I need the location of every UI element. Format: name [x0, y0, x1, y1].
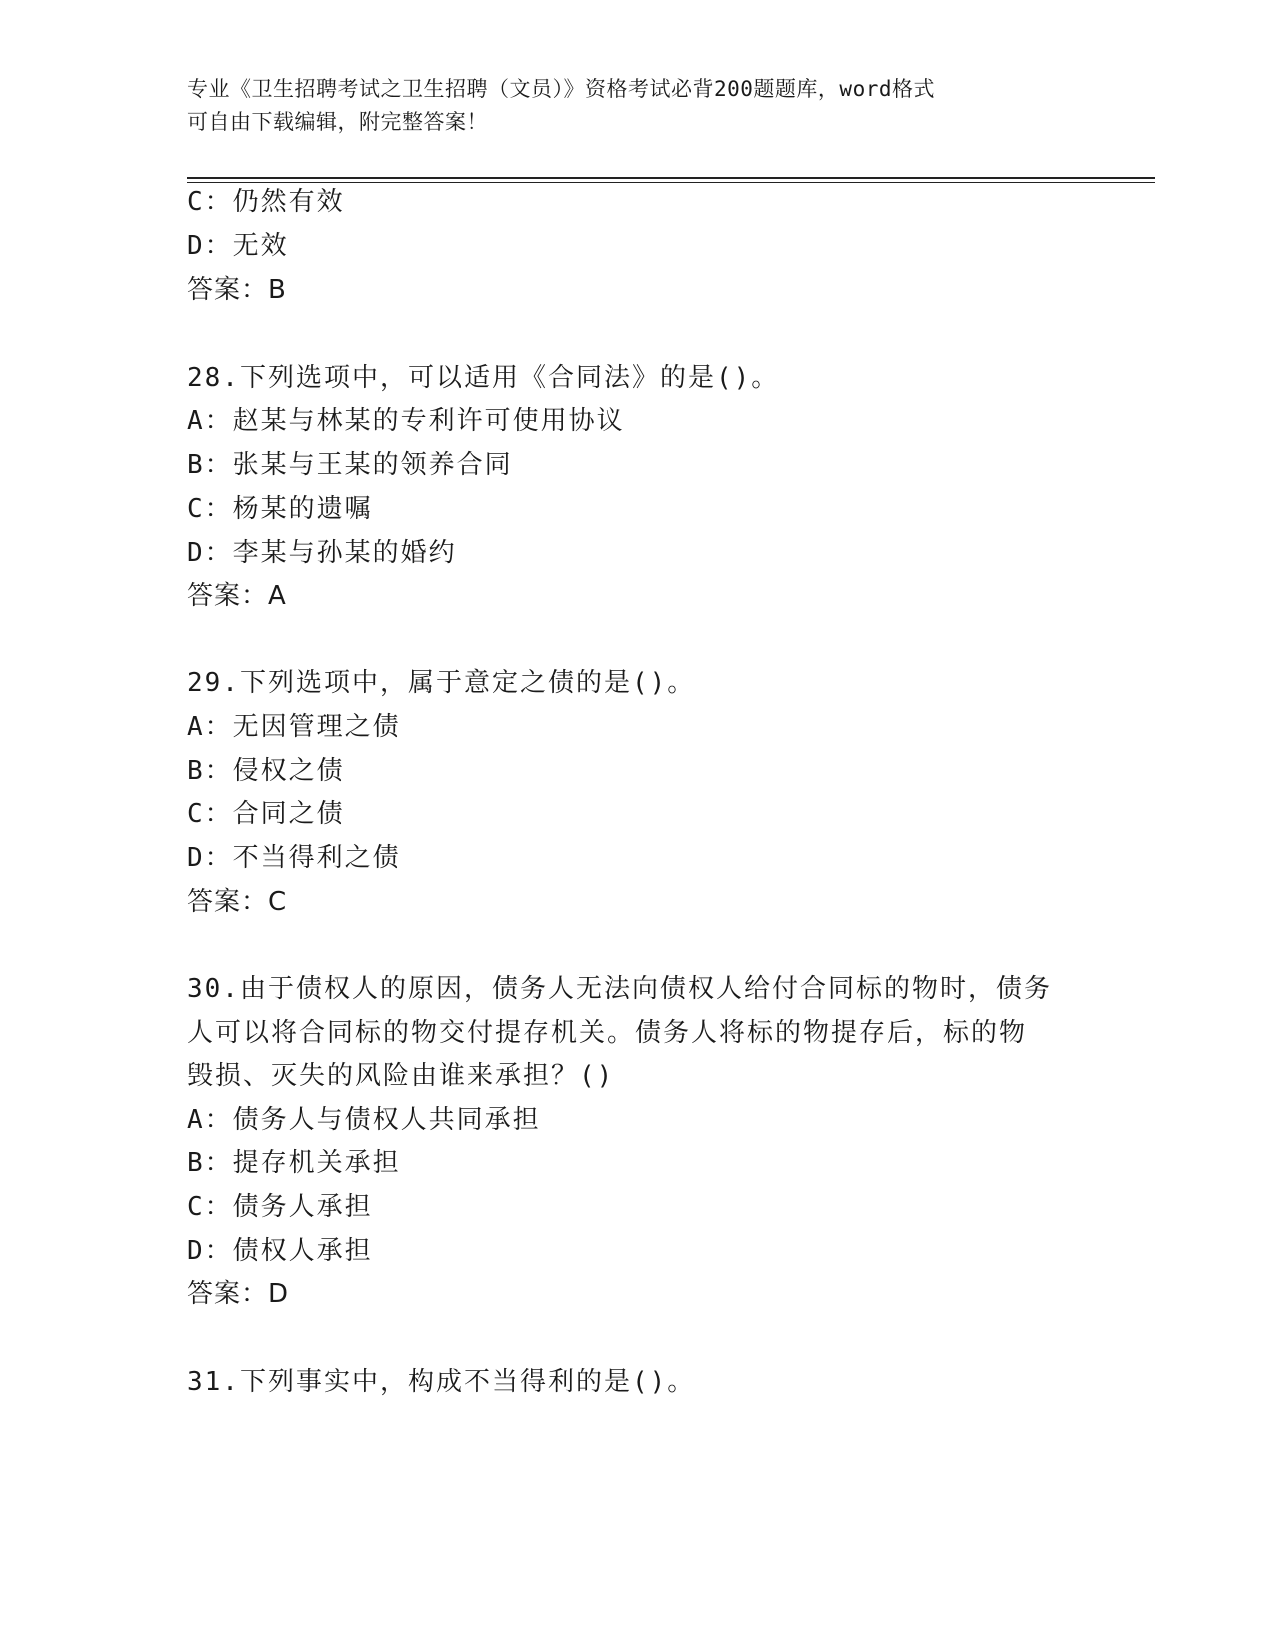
option-c: C：债务人承担 [187, 1192, 373, 1222]
option-c: C：杨某的遗嘱 [187, 494, 373, 524]
header-divider-thick [187, 177, 1155, 179]
header-title-line-1: 专业《卫生招聘考试之卫生招聘（文员）》资格考试必背200题题库，word格式 [187, 77, 935, 101]
document-header [187, 73, 1087, 139]
answer: 答案：B [187, 275, 287, 305]
option-d: D：无效 [187, 231, 289, 261]
question-29: 29.下列选项中，属于意定之债的是()。 [187, 668, 696, 698]
option-a: A：赵某与林某的专利许可使用协议 [187, 406, 625, 436]
answer: 答案：D [187, 1279, 290, 1309]
question-28: 28.下列选项中，可以适用《合同法》的是()。 [187, 363, 780, 393]
header-divider-thin [187, 182, 1155, 183]
option-d: D：李某与孙某的婚约 [187, 538, 457, 568]
option-c: C：合同之债 [187, 799, 345, 829]
answer: 答案：A [187, 581, 287, 611]
option-c: C：仍然有效 [187, 187, 345, 217]
option-d: D：债权人承担 [187, 1236, 373, 1266]
question-31: 31.下列事实中，构成不当得利的是()。 [187, 1367, 696, 1397]
question-30-line-3: 毁损、灭失的风险由谁来承担？() [187, 1061, 615, 1091]
answer: 答案：C [187, 887, 288, 917]
option-b: B：张某与王某的领养合同 [187, 450, 513, 480]
option-d: D：不当得利之债 [187, 843, 401, 873]
question-30-line-1: 30.由于债权人的原因，债务人无法向债权人给付合同标的物时，债务 [187, 974, 1052, 1004]
header-title-line-2: 可自由下载编辑，附完整答案！ [187, 110, 488, 134]
option-b: B：侵权之债 [187, 756, 345, 786]
option-a: A：无因管理之债 [187, 712, 401, 742]
option-a: A：债务人与债权人共同承担 [187, 1105, 541, 1135]
question-30-line-2: 人可以将合同标的物交付提存机关。债务人将标的物提存后，标的物 [187, 1018, 1028, 1048]
option-b: B：提存机关承担 [187, 1148, 401, 1178]
